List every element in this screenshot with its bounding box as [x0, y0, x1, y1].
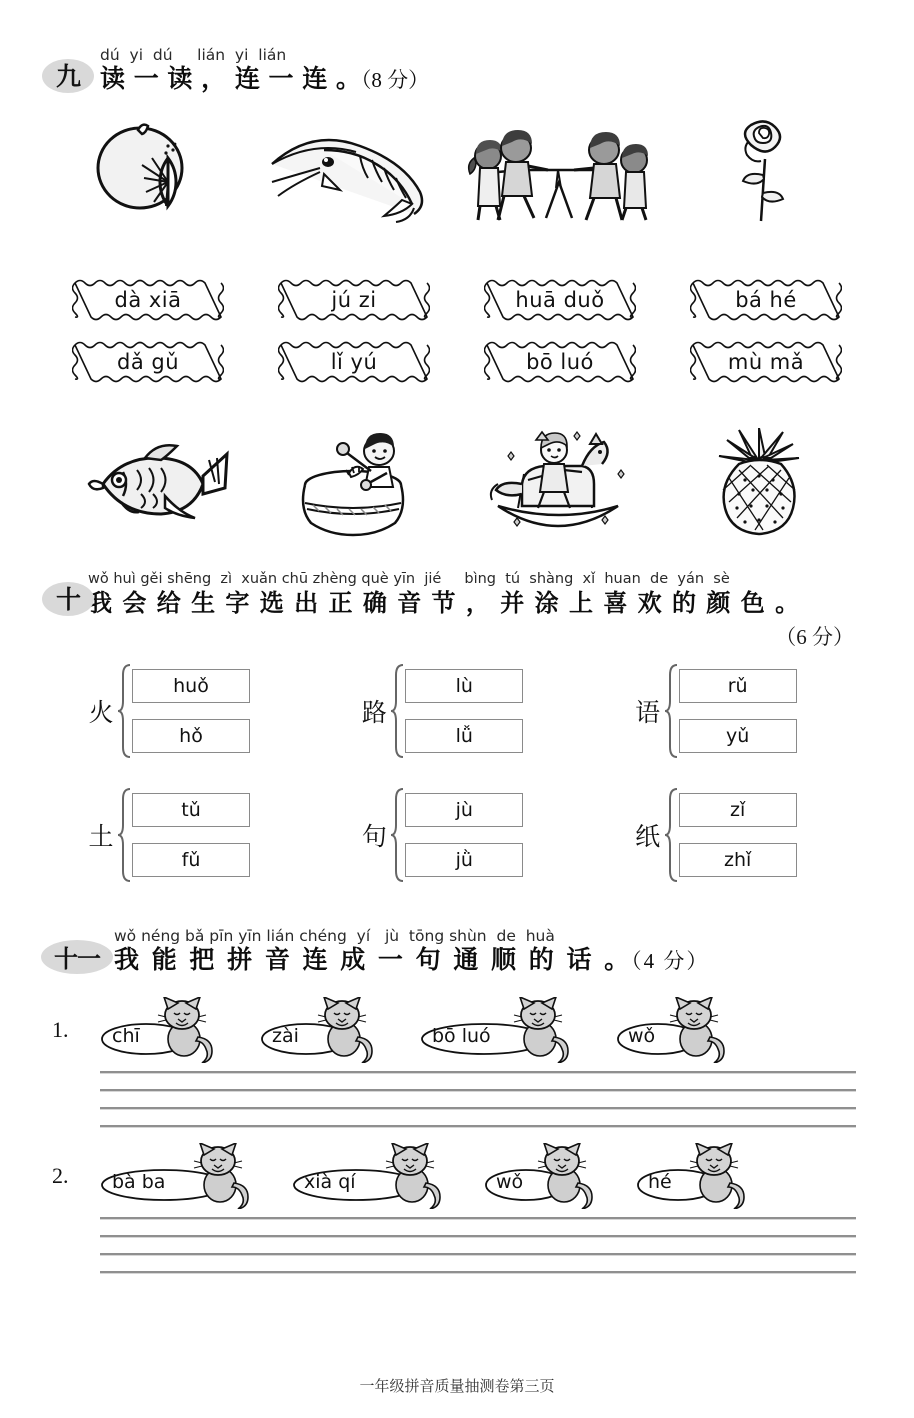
word-box[interactable]: [278, 340, 430, 384]
pinyin-option[interactable]: fǔ: [132, 843, 250, 877]
section-nine-number: 九: [40, 56, 96, 94]
pinyin-option[interactable]: jǜ: [405, 843, 523, 877]
target-character: 句: [361, 822, 387, 851]
writing-line[interactable]: [100, 1089, 856, 1091]
section-ten-number: 十: [40, 579, 96, 617]
brace-icon: [391, 663, 405, 759]
writing-line[interactable]: [100, 1071, 856, 1073]
tug-of-war-icon: [458, 120, 658, 224]
word-text: bá hé: [735, 288, 797, 312]
section-nine-score: （8 分）: [360, 68, 430, 92]
target-character: 土: [88, 822, 114, 851]
section-nine-pictures-row-2: [0, 428, 914, 540]
pinyin-option[interactable]: jù: [405, 793, 523, 827]
picture-cell[interactable]: [60, 428, 250, 540]
choice-group-huo: [84, 663, 297, 759]
pinyin-option[interactable]: hǒ: [132, 719, 250, 753]
word-box[interactable]: [690, 278, 842, 322]
writing-line[interactable]: [100, 1235, 856, 1237]
page-footer: 一年级拼音质量抽测卷第三页: [359, 1377, 555, 1395]
word-box[interactable]: [72, 340, 224, 384]
word-text: dà xiā: [114, 288, 182, 312]
question-number: 1.: [52, 1017, 69, 1042]
section-eleven-header: [0, 927, 914, 977]
section-ten-title: 我 会 给 生 字 选 出 正 确 音 节 ， 并 涂 上 喜 欢 的 颜 色 。: [88, 589, 801, 617]
cat-word-card[interactable]: [98, 1143, 258, 1209]
section-eleven-score: （4 分）: [631, 949, 710, 973]
section-ten-score: （6 分）: [775, 625, 854, 649]
target-character: 纸: [635, 822, 661, 851]
cat-word-card[interactable]: [290, 1143, 450, 1209]
pinyin-option[interactable]: rǔ: [679, 669, 797, 703]
choice-column: [84, 663, 297, 911]
writing-line[interactable]: [100, 1217, 856, 1219]
brace-icon: [665, 663, 679, 759]
choice-group-ju: [357, 787, 570, 883]
target-character: 路: [361, 698, 387, 727]
section-nine: [0, 0, 914, 540]
cat-card-label: xià qí: [304, 1171, 356, 1193]
rose-flower-icon: [699, 117, 819, 227]
word-column: [690, 278, 842, 384]
cat-word-card[interactable]: [614, 997, 734, 1063]
cat-card-label: zài: [272, 1025, 299, 1047]
section-eleven: [0, 927, 914, 1273]
writing-line[interactable]: [100, 1253, 856, 1255]
picture-cell[interactable]: [261, 116, 451, 228]
word-box[interactable]: [72, 278, 224, 322]
word-box[interactable]: [690, 340, 842, 384]
section-nine-title: 读 一 读 ， 连 一 连 。（8 分）: [100, 64, 430, 93]
word-text: jú zi: [331, 288, 377, 312]
brace-icon: [118, 663, 132, 759]
section-ten-choices: [0, 663, 914, 911]
cat-card-label: wǒ: [496, 1171, 524, 1193]
word-column: [72, 278, 224, 384]
picture-cell[interactable]: [463, 116, 653, 228]
section-nine-word-boxes: [0, 278, 914, 384]
target-character: 火: [88, 698, 114, 727]
target-character: 语: [635, 698, 661, 727]
choice-group-yu: [631, 663, 844, 759]
cat-word-card[interactable]: [482, 1143, 602, 1209]
pinyin-option[interactable]: huǒ: [132, 669, 250, 703]
cat-card-label: chī: [112, 1025, 140, 1047]
brace-icon: [391, 787, 405, 883]
picture-cell[interactable]: [463, 428, 653, 540]
word-text: lǐ yú: [330, 350, 378, 374]
section-eleven-title: 我 能 把 拼 音 连 成 一 句 通 顺 的 话 。（4 分）: [114, 945, 710, 974]
writing-line[interactable]: [100, 1107, 856, 1109]
orange-fruit-icon: [80, 120, 230, 224]
picture-cell[interactable]: [261, 428, 451, 540]
word-text: dǎ gǔ: [116, 350, 179, 374]
pinyin-option[interactable]: lù: [405, 669, 523, 703]
writing-lines-group: [0, 1071, 914, 1127]
writing-line[interactable]: [100, 1125, 856, 1127]
boy-drumming-icon: [281, 429, 431, 539]
cat-word-card[interactable]: [98, 997, 222, 1063]
cat-card-label: wǒ: [628, 1025, 656, 1047]
pinyin-option[interactable]: tǔ: [132, 793, 250, 827]
word-box[interactable]: [484, 340, 636, 384]
writing-line[interactable]: [100, 1271, 856, 1273]
cat-word-card[interactable]: [418, 997, 578, 1063]
word-text: bō luó: [526, 350, 594, 374]
word-column: [484, 278, 636, 384]
cat-card-label: bà ba: [112, 1171, 166, 1193]
picture-cell[interactable]: [664, 428, 854, 540]
pinyin-option[interactable]: zhǐ: [679, 843, 797, 877]
question-row: [0, 997, 914, 1063]
section-eleven-pinyin: wǒ néng bǎ pīn yīn lián chéng yí jù tōng shùn de huà: [114, 927, 555, 945]
cat-word-card[interactable]: [634, 1143, 754, 1209]
question-number: 2.: [52, 1163, 69, 1188]
brace-icon: [118, 787, 132, 883]
choice-group-tu: [84, 787, 297, 883]
cat-card-label: hé: [648, 1171, 672, 1193]
cat-word-card[interactable]: [258, 997, 382, 1063]
rocking-horse-icon: [478, 428, 638, 540]
section-ten-pinyin: wǒ huì gěi shēng zì xuǎn chū zhèng què yīn jié bìng tú shàng xǐ huan de yán sè: [88, 571, 730, 587]
word-text: huā duǒ: [515, 288, 605, 312]
section-eleven-number: 十一: [40, 937, 114, 975]
section-ten-header: [0, 570, 914, 619]
pineapple-icon: [699, 428, 819, 540]
brace-icon: [665, 787, 679, 883]
picture-cell[interactable]: [664, 116, 854, 228]
section-nine-header: [0, 46, 914, 96]
carp-fish-icon: [75, 436, 235, 532]
section-nine-pictures-row-1: [0, 116, 914, 228]
word-text: mù mǎ: [727, 350, 805, 374]
writing-lines-group: [0, 1217, 914, 1273]
shrimp-icon: [264, 120, 449, 224]
choice-column: [357, 663, 570, 911]
choice-group-zhi: [631, 787, 844, 883]
pinyin-option[interactable]: yǔ: [679, 719, 797, 753]
section-ten: [0, 570, 914, 911]
choice-group-lu: [357, 663, 570, 759]
section-nine-pinyin: dú yi dú lián yi lián: [100, 46, 287, 64]
pinyin-option[interactable]: lǚ: [405, 719, 523, 753]
word-box[interactable]: [278, 278, 430, 322]
pinyin-option[interactable]: zǐ: [679, 793, 797, 827]
choice-column: [631, 663, 844, 911]
question-row: [0, 1143, 914, 1209]
cat-card-label: bō luó: [432, 1025, 491, 1047]
word-column: [278, 278, 430, 384]
picture-cell[interactable]: [60, 116, 250, 228]
word-box[interactable]: [484, 278, 636, 322]
